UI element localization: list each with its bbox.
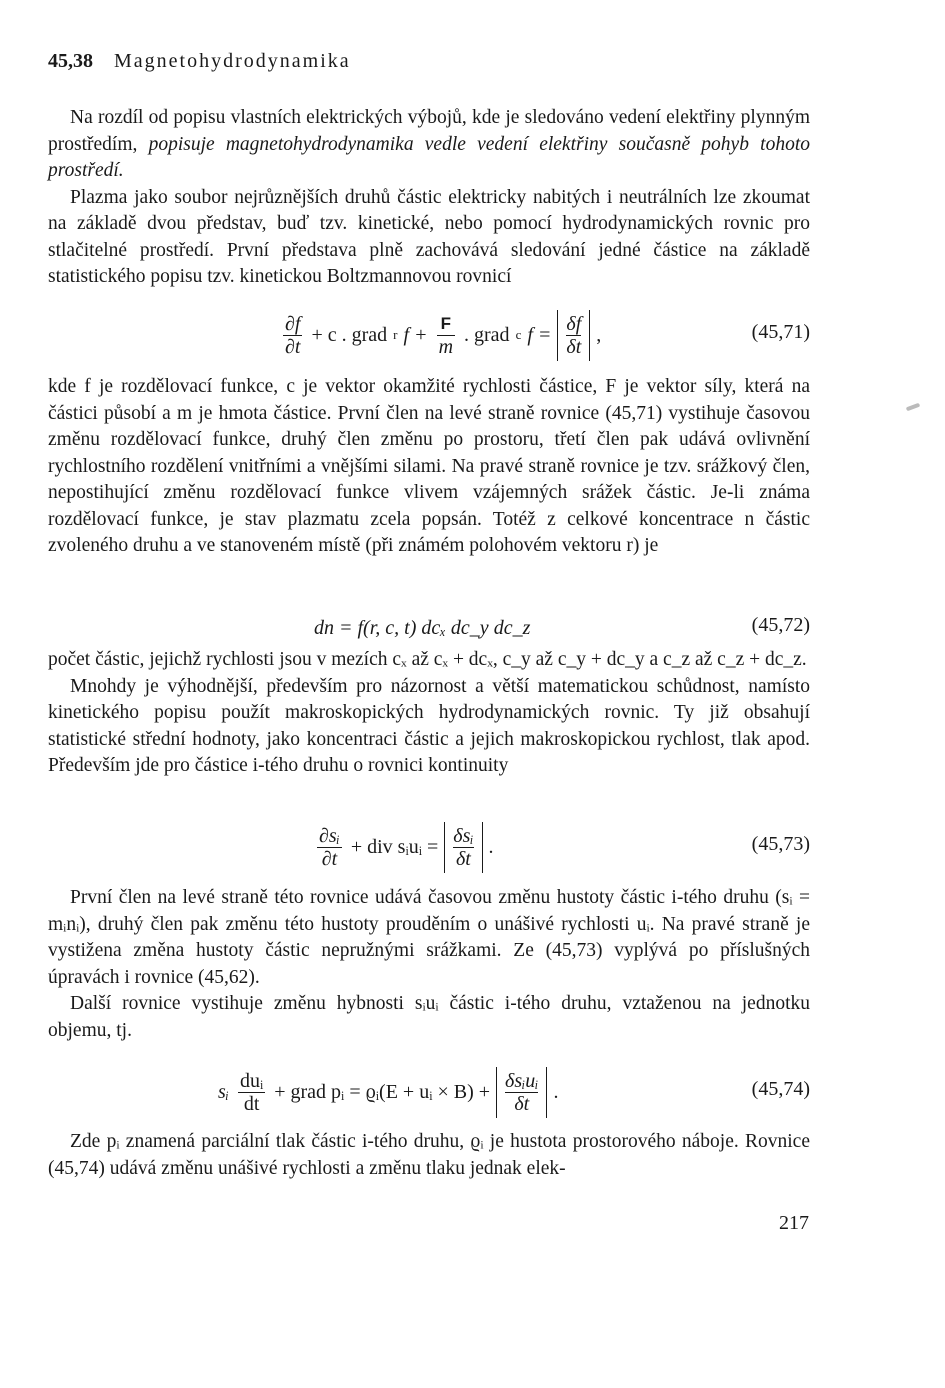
eq71-term3: . grad [464, 323, 510, 346]
equation-label-45-71: (45,71) [751, 321, 810, 343]
running-header [48, 50, 351, 73]
eq72-expression: dn = f(r, c, t) dcₓ dc_y dc_z [314, 616, 531, 639]
text-block-4 [48, 885, 810, 1044]
equation-45-73 [48, 817, 810, 877]
paragraph-continuity: První člen na levé straně této rovnice udává časovou změnu hustoty částic i-tého druhu (sᵢ = mᵢnᵢ), druhý člen pak změnu této hustoty prouděním o unášivé rychlosti uᵢ. Na pravé straně je vystižena změna hustoty částic nepružnými srážkami. Ze (45,73) vyplývá po příslušných úpravách i rovnice (45,62). [48, 887, 810, 988]
eq71-f-eq: f = [527, 323, 552, 346]
paragraph-momentum: Další rovnice vystihuje změnu hybnosti sᵢuᵢ částic i-tého druhu, vztaženou na jednotku objemu, tj. [48, 993, 810, 1041]
eq71-sub-r: r [393, 327, 398, 342]
text-block-5 [48, 1129, 810, 1182]
margin-mark [906, 403, 921, 412]
eq74-collision-term: δsᵢuᵢ δt [496, 1067, 547, 1118]
text-block-1 [48, 105, 810, 291]
eq71-term1: $\frac{\partial f}{\partial t}$ [285, 312, 301, 358]
equation-45-74 [48, 1062, 810, 1122]
eq71-comma: , [596, 323, 602, 346]
paragraph-definitions: kde f je rozdělovací funkce, c je vektor okamžité rychlosti částice, F je vektor síly, která na částici působí a m je hmota částice. První člen na levé straně rovnice (45,71) vystihuje časovou změnu rozdělovací funkce, druhý člen změnu po prostoru, třetí člen pak udává ovlivnění rychlostního rozdělení vnitřními a vnějšími silami. Na pravé straně rovnice je tzv. srážkový člen, nepostihující změnu rozdělovací funkce vlivem vzájemných srážek částic. Je-li známa rozdělovací funkce, je stav plazmatu zcela popsán. Totéž z celkové koncentrace n částic zvoleného druhu a ve stanoveném místě (při známém polohovém vektoru r) je [48, 376, 810, 556]
eq73-dot: . [488, 835, 494, 858]
text-block-2 [48, 374, 810, 560]
eq74-lead: sᵢ [218, 1080, 229, 1103]
paragraph-hydrodynamic: Mnohdy je výhodnější, především pro názornost a větší matematickou schůdnost, namísto kinetického popisu použít makroskopických hydrodynamických rovnic. Ty již obsahují statistické střední hodnoty, jako koncentraci částic a jejich makroskopickou rychlost, tlak apod. Především jde pro částice i-tého druhu o rovnici kontinuity [48, 675, 810, 776]
eq71-f: f + [403, 323, 428, 346]
eq73-term1: $\frac{\text{∂sᵢ}}{\partial t}$ [319, 824, 340, 870]
eq73-middle: + div sᵢuᵢ = [350, 835, 439, 858]
paragraph-count: počet částic, jejichž rychlosti jsou v mezích cₓ až cₓ + dcₓ, c_y až c_y + dc_y a c_z až c_z + dc_z. [48, 649, 807, 670]
equation-label-45-73: (45,73) [751, 833, 810, 855]
text-block-3 [48, 647, 810, 780]
paragraph-intro-italic: popisuje magnetohydrodynamika vedle vedení elektřiny současně pohyb tohoto prostředí. [48, 133, 810, 181]
eq74-term1: $\frac{\text{duᵢ}}{dt}$ [239, 1069, 264, 1115]
paragraph-intro-text: Na rozdíl od popisu vlastních elektrických výbojů, kde je sledováno vedení elektřiny plynným prostředím, [48, 107, 810, 155]
equation-45-71 [48, 305, 810, 365]
equation-label-45-72: (45,72) [751, 614, 810, 636]
eq71-force-frac: $\frac{F}{m}$ [438, 313, 454, 358]
eq74-middle: + grad pᵢ = ϱᵢ(E + uᵢ × B) + [274, 1080, 491, 1103]
paragraph-plasma: Plazma jako soubor nejrůznějších druhů částic elektricky nabitých i neutrálních lze zkoumat na základě dvou představ, buď tzv. kinetické, nebo pomocí hydrodynamických rovnic pro stlačitelné prostředí. První představa plně zachovává sledování jedné částice na základě statistického popisu tzv. kinetickou Boltzmannovou rovnicí [48, 186, 810, 287]
paragraph-pressure: Zde pᵢ znamená parciální tlak částic i-tého druhu, ϱᵢ je hustota prostorového náboje. Rovnice (45,74) udává změnu unášivé rychlosti a změnu tlaku jednak elek- [48, 1131, 810, 1179]
page-number: 217 [779, 1212, 809, 1234]
eq73-collision-term: δsᵢ δt [444, 822, 482, 873]
eq71-collision-term: δf δt [557, 310, 590, 361]
eq71-sub-c: c [515, 327, 522, 342]
paragraph-intro [48, 105, 810, 185]
eq71-term2: + c . grad [311, 323, 388, 346]
chapter-title: Magnetohydrodynamika [114, 50, 351, 72]
eq74-dot: . [553, 1080, 559, 1103]
equation-label-45-74: (45,74) [751, 1078, 810, 1100]
section-number: 45,38 [48, 50, 93, 72]
